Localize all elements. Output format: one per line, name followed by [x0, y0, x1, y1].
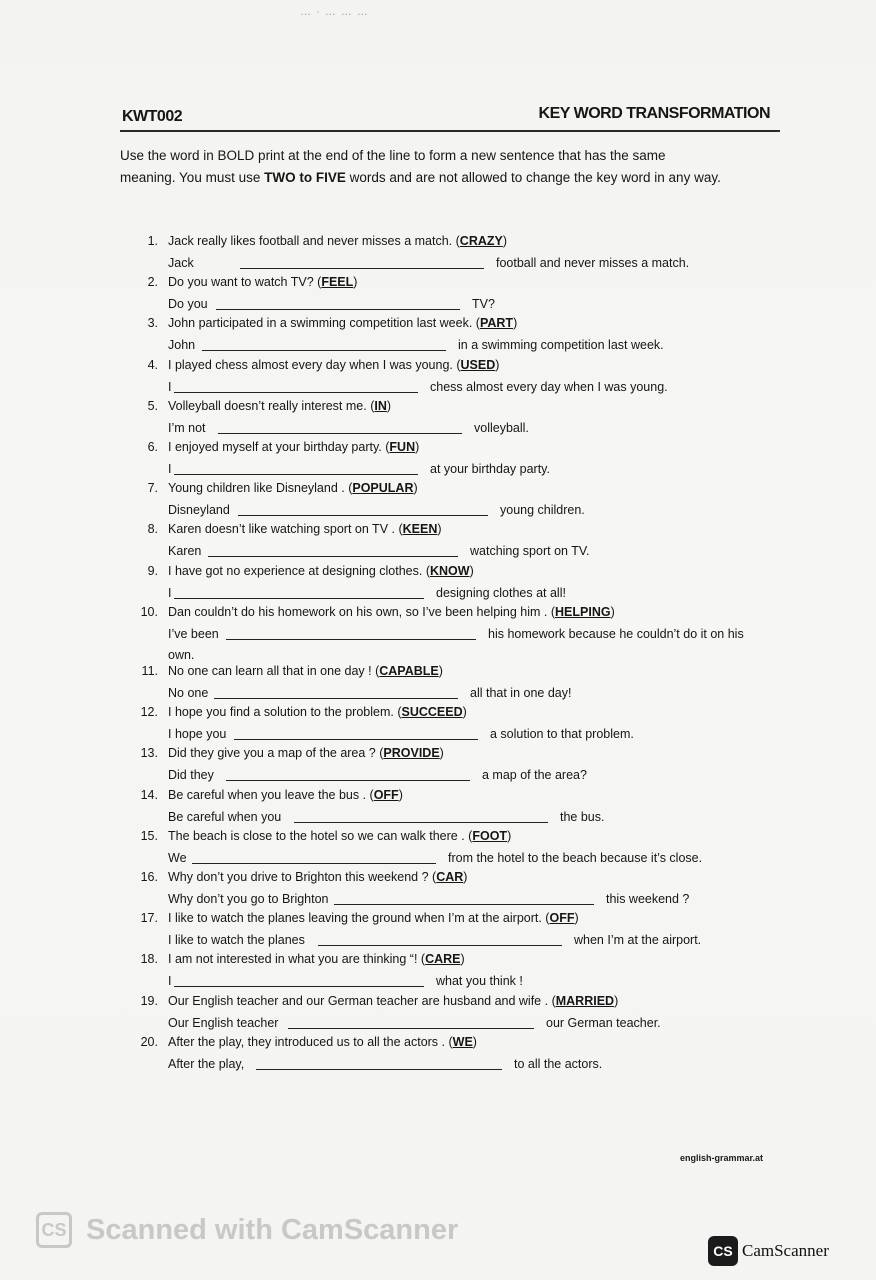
item-question: Jack really likes football and never misses a match. (CRAZY)	[168, 234, 508, 248]
key-word: CAR	[436, 870, 464, 884]
item-number: 3.	[147, 316, 158, 331]
answer-suffix: at your birthday party.	[430, 462, 550, 476]
answer-prefix: John	[168, 338, 196, 353]
question-text: Volleyball doesn’t really interest me.	[168, 398, 367, 413]
instructions-text: meaning. You must use	[120, 170, 265, 185]
answer-suffix: from the hotel to the beach because it’s close.	[448, 850, 703, 865]
key-word: SUCCEED	[401, 705, 463, 720]
item-number: 12.	[140, 705, 158, 720]
item-question: Our English teacher and our German teacher are husband and wife . (MARRIED)	[168, 993, 619, 1008]
key-word: CAPABLE	[379, 664, 439, 678]
key-word: OFF	[373, 787, 399, 802]
key-word: IN	[374, 398, 387, 413]
item-question: I played chess almost every day when I was young. (USED)	[168, 357, 500, 372]
answer-prefix: I	[168, 974, 172, 989]
key-word: USED	[460, 357, 496, 372]
answer-suffix: this weekend ?	[606, 892, 690, 906]
answer-prefix: Do you	[168, 297, 208, 312]
item-question: Do you want to watch TV? (FEEL)	[168, 275, 358, 290]
answer-row	[168, 810, 788, 828]
answer-suffix: chess almost every day when I was young.	[430, 379, 668, 394]
answer-blank[interactable]	[294, 822, 548, 823]
answer-blank[interactable]	[174, 474, 418, 475]
answer-prefix: I like to watch the planes	[168, 933, 305, 948]
item-number: 8.	[147, 522, 158, 537]
answer-prefix: Be careful when you	[168, 809, 282, 824]
key-word: KEEN	[402, 522, 438, 537]
answer-row	[168, 586, 788, 604]
answer-blank[interactable]	[174, 392, 418, 393]
answer-prefix: I	[168, 462, 172, 476]
answer-suffix: a map of the area?	[482, 768, 587, 783]
answer-prefix: Our English teacher	[168, 1015, 279, 1030]
answer-suffix: all that in one day!	[470, 686, 572, 700]
item-question: Young children like Disneyland . (POPULAR)	[168, 481, 418, 496]
item-number: 16.	[140, 870, 158, 884]
question-text: Be careful when you leave the bus .	[168, 787, 367, 802]
answer-prefix: Karen	[168, 544, 202, 559]
answer-blank[interactable]	[174, 598, 424, 599]
answer-suffix: a solution to that problem.	[490, 727, 634, 742]
question-text: I hope you find a solution to the problem.	[168, 705, 394, 720]
answer-row	[168, 974, 788, 992]
answer-prefix: We	[168, 850, 187, 865]
answer-row	[168, 256, 788, 274]
item-number: 10.	[140, 604, 158, 619]
item-question: I enjoyed myself at your birthday party. (FUN)	[168, 440, 420, 454]
answer-row	[168, 851, 788, 869]
camscanner-logo-icon: CS	[36, 1212, 72, 1248]
item-number: 2.	[147, 275, 158, 290]
answer-blank[interactable]	[216, 309, 460, 310]
answer-blank[interactable]	[214, 698, 458, 699]
answer-suffix: football and never misses a match.	[496, 256, 690, 270]
answer-suffix: volleyball.	[474, 420, 529, 435]
question-text: No one can learn all that in one day !	[168, 664, 372, 678]
answer-blank[interactable]	[334, 904, 594, 905]
answer-blank[interactable]	[288, 1028, 534, 1029]
answer-blank[interactable]	[234, 739, 478, 740]
question-text: Karen doesn’t like watching sport on TV .	[168, 522, 395, 537]
answer-row	[168, 462, 788, 480]
item-question: Why don’t you drive to Brighton this weekend ? (CAR)	[168, 870, 468, 884]
key-word: WE	[452, 1034, 473, 1049]
answer-row	[168, 892, 788, 910]
answer-prefix: Why don’t you go to Brighton	[168, 892, 329, 906]
item-number: 18.	[140, 952, 158, 967]
answer-row	[168, 727, 788, 745]
question-text: Do you want to watch TV?	[168, 275, 314, 290]
answer-row	[168, 626, 788, 662]
item-question: I have got no experience at designing clothes. (KNOW)	[168, 563, 474, 578]
item-question: After the play, they introduced us to all the actors . (WE)	[168, 1034, 477, 1049]
key-word: PART	[479, 316, 514, 331]
answer-row	[168, 421, 788, 439]
item-number: 9.	[147, 563, 158, 578]
key-word: MARRIED	[555, 993, 615, 1008]
key-word: KNOW	[429, 563, 470, 578]
answer-blank[interactable]	[218, 433, 462, 434]
answer-blank[interactable]	[226, 639, 476, 640]
answer-blank[interactable]	[208, 556, 458, 557]
answer-row	[168, 768, 788, 786]
watermark-text: Scanned with CamScanner	[86, 1213, 459, 1246]
answer-blank[interactable]	[256, 1069, 502, 1070]
answer-blank[interactable]	[238, 515, 488, 516]
item-number: 17.	[140, 911, 158, 926]
item-question: John participated in a swimming competition last week. (PART)	[168, 316, 518, 331]
answer-row	[168, 1016, 788, 1034]
answer-blank[interactable]	[226, 780, 470, 781]
answer-row	[168, 686, 788, 704]
item-question: The beach is close to the hotel so we can walk there . (FOOT)	[168, 828, 512, 843]
answer-suffix: to all the actors.	[514, 1056, 603, 1071]
answer-prefix: Did they	[168, 768, 214, 783]
key-word: HELPING	[555, 604, 611, 619]
question-text: Jack really likes football and never misses a match.	[168, 234, 453, 248]
answer-row	[168, 503, 788, 521]
question-text: Young children like Disneyland .	[168, 481, 345, 496]
question-text: Dan couldn’t do his homework on his own, so I’ve been helping him .	[168, 604, 548, 619]
answer-prefix: Disneyland	[168, 503, 230, 518]
item-number: 1.	[147, 234, 158, 248]
item-question: I like to watch the planes leaving the ground when I’m at the airport. (OFF)	[168, 911, 579, 926]
camscanner-badge-icon: CS	[708, 1236, 738, 1266]
item-question: Be careful when you leave the bus . (OFF)	[168, 787, 403, 802]
item-question: Karen doesn’t like watching sport on TV . (KEEN)	[168, 522, 442, 537]
item-question: Did they give you a map of the area ? (PROVIDE)	[168, 746, 444, 761]
camscanner-brand	[708, 1236, 829, 1266]
item-number: 4.	[147, 357, 158, 372]
item-number: 7.	[147, 481, 158, 496]
question-text: I like to watch the planes leaving the ground when I’m at the airport.	[168, 911, 542, 926]
instructions-emphasis: TWO to FIVE	[264, 170, 346, 185]
answer-row	[168, 380, 788, 398]
instructions-text-end: words and are not allowed to change the key word in any way.	[345, 170, 721, 185]
answer-blank[interactable]	[192, 863, 436, 864]
key-word: OFF	[549, 911, 575, 926]
question-text: John participated in a swimming competition last week.	[168, 316, 473, 331]
question-text: Why don’t you drive to Brighton this weekend ?	[168, 870, 429, 884]
answer-prefix: Jack	[168, 256, 194, 270]
key-word: POPULAR	[352, 481, 414, 496]
answer-prefix: I	[168, 585, 172, 600]
answer-suffix: what you think !	[436, 974, 523, 989]
answer-prefix: After the play,	[168, 1056, 245, 1071]
answer-suffix: watching sport on TV.	[470, 544, 590, 559]
answer-row	[168, 1057, 788, 1075]
question-text: After the play, they introduced us to all the actors .	[168, 1034, 446, 1049]
answer-suffix: TV?	[472, 297, 495, 312]
answer-prefix: I’ve been	[168, 626, 219, 641]
answer-blank[interactable]	[318, 945, 562, 946]
item-number: 15.	[140, 828, 158, 843]
question-text: I played chess almost every day when I was young.	[168, 357, 453, 372]
question-text: Our English teacher and our German teacher are husband and wife .	[168, 993, 549, 1008]
key-word: FEEL	[321, 275, 354, 290]
item-question: I am not interested in what you are thinking “! (CARE)	[168, 952, 465, 967]
item-number: 11.	[141, 664, 158, 678]
answer-blank[interactable]	[202, 350, 446, 351]
answer-prefix: No one	[168, 686, 209, 700]
answer-suffix: the bus.	[560, 809, 605, 824]
key-word: FOOT	[472, 828, 508, 843]
key-word: FUN	[389, 440, 416, 454]
scanner-watermark	[36, 1210, 458, 1250]
item-question: No one can learn all that in one day ! (CAPABLE)	[168, 664, 443, 678]
camscanner-name: CamScanner	[742, 1241, 829, 1260]
item-question: Volleyball doesn’t really interest me. (IN)	[168, 398, 392, 413]
answer-suffix: designing clothes at all!	[436, 585, 566, 600]
question-text: I am not interested in what you are thinking “!	[168, 952, 418, 967]
answer-blank[interactable]	[174, 986, 424, 987]
answer-suffix: his homework because he couldn’t do it on his	[488, 626, 744, 641]
answer-prefix: I hope you	[168, 727, 227, 742]
instructions-line-1: Use the word in BOLD print at the end of the line to form a new sentence that has the same	[120, 148, 666, 163]
answer-row	[168, 544, 788, 562]
answer-suffix: when I’m at the airport.	[574, 933, 702, 948]
answer-suffix: our German teacher.	[546, 1015, 661, 1030]
item-number: 20.	[140, 1034, 158, 1049]
answer-suffix: in a swimming competition last week.	[458, 338, 664, 353]
key-word: CARE	[425, 952, 461, 967]
item-number: 13.	[140, 746, 158, 761]
footer-site: english-grammar.at	[680, 1153, 764, 1163]
answer-prefix: I	[168, 379, 172, 394]
item-number: 19.	[140, 993, 158, 1008]
item-question: Dan couldn’t do his homework on his own, so I’ve been helping him . (HELPING)	[168, 604, 615, 619]
bleed-through-text: … · … … …	[300, 6, 369, 18]
item-question: I hope you find a solution to the problem. (SUCCEED)	[168, 705, 467, 720]
answer-row	[168, 297, 788, 315]
question-text: The beach is close to the hotel so we can walk there .	[168, 828, 465, 843]
worksheet-title: KEY WORD TRANSFORMATION	[538, 105, 770, 122]
answer-suffix: young children.	[500, 503, 585, 518]
worksheet-code: KWT002	[122, 108, 183, 125]
answer-row	[168, 933, 788, 951]
answer-row	[168, 338, 788, 356]
question-text: I enjoyed myself at your birthday party.	[168, 440, 382, 454]
item-number: 14.	[140, 787, 158, 802]
answer-prefix: I’m not	[168, 420, 206, 435]
item-number: 5.	[147, 398, 158, 413]
key-word: CRAZY	[459, 234, 503, 248]
question-text: Did they give you a map of the area ?	[168, 746, 376, 761]
question-text: I have got no experience at designing clothes.	[168, 563, 423, 578]
answer-continuation: own.	[168, 647, 195, 662]
item-number: 6.	[147, 440, 158, 454]
key-word: PROVIDE	[383, 746, 440, 761]
answer-blank[interactable]	[240, 268, 484, 269]
